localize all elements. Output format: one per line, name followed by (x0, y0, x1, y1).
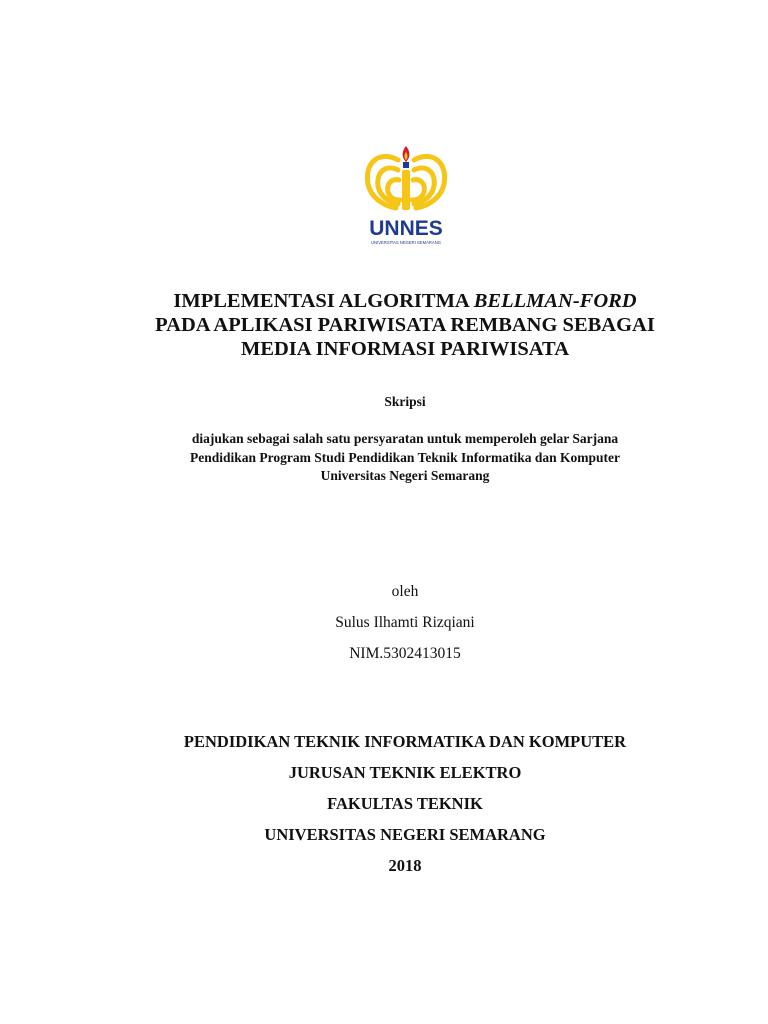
faculty-name: FAKULTAS TEKNIK (327, 794, 483, 813)
purpose-line-3: Universitas Negeri Semarang (320, 468, 490, 483)
author-name: Sulus Ilhamti Rizqiani (335, 614, 475, 631)
year: 2018 (388, 856, 422, 875)
title-prefix: IMPLEMENTASI ALGORITMA (173, 290, 474, 312)
title-line-2: PADA APLIKASI PARIWISATA REMBANG SEBAGAI (155, 314, 655, 336)
author-block (60, 576, 750, 669)
title-italic-term: BELLMAN-FORD (473, 290, 637, 312)
title-line-1 (60, 289, 750, 313)
purpose-statement (60, 430, 750, 486)
university-name: UNIVERSITAS NEGERI SEMARANG (264, 825, 546, 844)
purpose-line-1: diajukan sebagai salah satu persyaratan untuk memperoleh gelar Sarjana (191, 431, 619, 446)
author-by: oleh (391, 583, 419, 600)
purpose-line-2: Pendidikan Program Studi Pendidikan Teknik Informatika dan Komputer (190, 449, 620, 465)
institution-block (60, 726, 750, 881)
unnes-logo (354, 140, 458, 252)
title-line-3: MEDIA INFORMASI PARIWISATA (240, 338, 570, 360)
document-type: Skripsi (384, 394, 426, 409)
logo-wordmark: UNNES (369, 217, 443, 240)
program-name: PENDIDIKAN TEKNIK INFORMATIKA DAN KOMPUTER (183, 732, 627, 751)
department-name: JURUSAN TEKNIK ELEKTRO (288, 763, 522, 782)
logo-subtitle: UNIVERSITAS NEGERI SEMARANG (371, 240, 441, 245)
thesis-title (60, 289, 750, 361)
author-nim: NIM.5302413015 (349, 645, 461, 662)
